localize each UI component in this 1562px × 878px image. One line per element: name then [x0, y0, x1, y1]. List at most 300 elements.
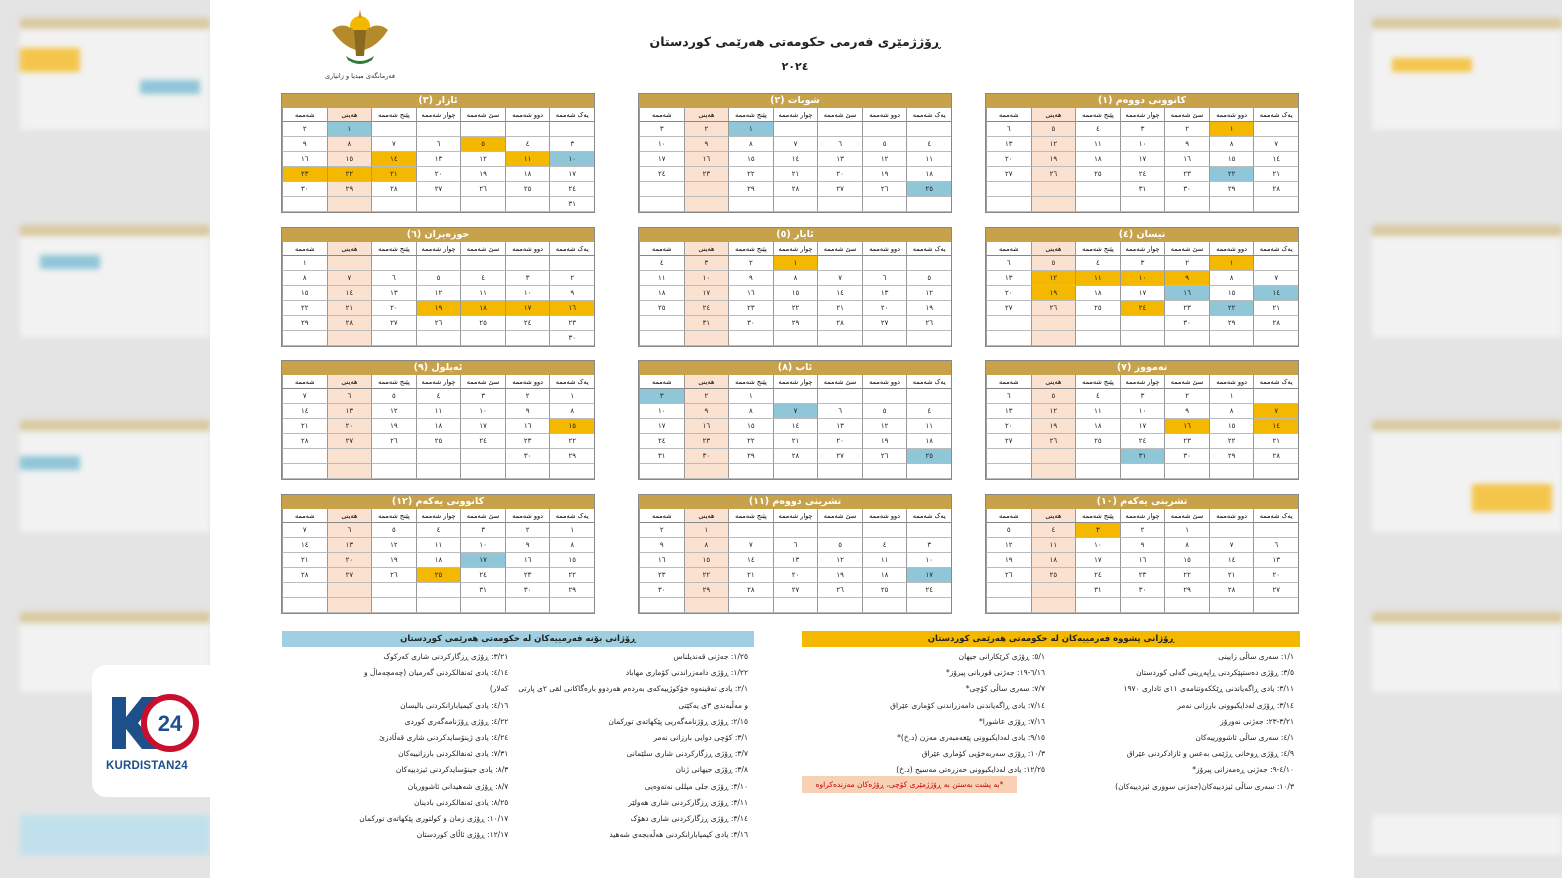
day-cell: ١٠	[639, 404, 684, 419]
empty-cell	[862, 331, 907, 346]
day-cell: ١٥	[728, 152, 773, 167]
legend-item: ٣/١١: ڕۆژی ڕزگارکردنی شاری هەولێر	[628, 797, 748, 807]
weekday-header: پێنج شەممە	[371, 375, 416, 389]
empty-cell	[1164, 331, 1209, 346]
empty-cell	[460, 449, 505, 464]
day-cell: ١٢	[986, 538, 1031, 553]
legend-item: کەلار)	[489, 684, 509, 694]
day-cell: ٢٢	[549, 568, 594, 583]
day-cell: ٢٥	[906, 449, 951, 464]
day-cell: ١٣	[817, 152, 862, 167]
day-cell: ٣١	[1120, 449, 1165, 464]
day-cell: ١٩	[906, 301, 951, 316]
weekday-header: یەک شەممە	[549, 375, 594, 389]
empty-cell	[986, 316, 1031, 331]
day-cell: ١٥	[1209, 419, 1254, 434]
empty-cell	[1209, 197, 1254, 212]
weekday-header: چوار شەممە	[416, 242, 461, 256]
day-cell: ١٢	[1031, 404, 1076, 419]
weekday-header: سێ شەممە	[1164, 108, 1209, 122]
day-cell: ١٥	[728, 419, 773, 434]
day-cell: ١	[1209, 256, 1254, 271]
day-cell: ٢٠	[817, 167, 862, 182]
month-calendar	[281, 93, 595, 213]
empty-cell	[1253, 197, 1298, 212]
weekday-header: چوار شەممە	[773, 509, 818, 523]
day-cell: ٣	[1120, 122, 1165, 137]
day-cell: ٢٧	[773, 583, 818, 598]
weekday-header: پێنج شەممە	[728, 509, 773, 523]
eagle-emblem-icon	[328, 6, 392, 72]
day-cell: ٢٥	[1031, 568, 1076, 583]
month-calendar	[985, 227, 1299, 347]
day-cell: ٢٢	[728, 167, 773, 182]
day-cell: ٢٥	[505, 182, 550, 197]
day-cell: ٣	[505, 271, 550, 286]
day-cell: ٢٩	[684, 583, 729, 598]
day-cell: ٣٠	[282, 182, 327, 197]
day-cell: ٢٣	[1164, 434, 1209, 449]
month-title: تەمووز (٧)	[986, 361, 1298, 375]
day-cell: ٥	[906, 271, 951, 286]
empty-cell	[639, 197, 684, 212]
day-cell: ١	[728, 389, 773, 404]
empty-cell	[1075, 182, 1120, 197]
empty-cell	[684, 464, 729, 479]
day-cell: ٢١	[371, 167, 416, 182]
day-cell: ١٥	[1209, 286, 1254, 301]
weekday-header: هەینی	[684, 242, 729, 256]
empty-cell	[906, 464, 951, 479]
day-cell: ١	[549, 523, 594, 538]
weekday-header: دوو شەممە	[1209, 375, 1254, 389]
day-cell: ٢٢	[684, 568, 729, 583]
day-cell: ٧	[282, 389, 327, 404]
calendar-year: ٢٠٢٤	[781, 60, 809, 73]
empty-cell	[327, 331, 372, 346]
day-cell: ٢٨	[773, 449, 818, 464]
day-cell: ٥	[862, 137, 907, 152]
day-cell: ١	[282, 256, 327, 271]
holidays-box	[802, 631, 1300, 795]
day-cell: ١٨	[1075, 286, 1120, 301]
day-cell: ٢	[549, 271, 594, 286]
empty-cell	[986, 464, 1031, 479]
legend-item: ٢/١٥: ڕۆژی ڕۆژنامەگەریی پێکهاتەی تورکمان	[608, 716, 748, 726]
legend-item: ٤/٩: ڕۆژی ڕوخانی ڕژێمی بەعس و ئازادکردنی عێراق	[1126, 749, 1294, 759]
day-cell: ١٠	[460, 538, 505, 553]
empty-cell	[282, 583, 327, 598]
day-cell: ٢٠	[986, 286, 1031, 301]
empty-cell	[728, 197, 773, 212]
day-cell: ٨	[773, 271, 818, 286]
day-cell: ٢٤	[505, 316, 550, 331]
day-cell: ٢	[505, 523, 550, 538]
empty-cell	[1031, 598, 1076, 613]
weekday-header: سێ شەممە	[460, 509, 505, 523]
day-cell: ٢٧	[416, 182, 461, 197]
legend-item: ٨/٢٥: یادی ئەنفالکردنی بادینان	[414, 797, 509, 807]
weekday-header: شەممە	[639, 509, 684, 523]
legend-item: ٤/١٤: یادی ئەنفالکردنی گەرمیان (چەمچەماڵ و	[363, 668, 509, 678]
empty-cell	[773, 331, 818, 346]
day-cell: ٢٠	[416, 167, 461, 182]
weekday-header: یەک شەممە	[1253, 509, 1298, 523]
month-calendar	[281, 494, 595, 614]
day-cell: ١٨	[906, 434, 951, 449]
day-cell: ٢٩	[1164, 583, 1209, 598]
legend-item: ١٢/٢٥: یادی لەدایکبوونی حەزرەتی مەسیح (د.خ)	[896, 765, 1045, 775]
month-title: ئازار (٣)	[282, 94, 594, 108]
day-cell: ١٤	[371, 152, 416, 167]
day-cell: ٢٩	[327, 182, 372, 197]
day-cell: ٢٠	[327, 553, 372, 568]
weekday-header: سێ شەممە	[1164, 509, 1209, 523]
day-cell: ٢٠	[1253, 568, 1298, 583]
day-cell: ٤	[416, 523, 461, 538]
day-cell: ٢٩	[1209, 316, 1254, 331]
day-cell: ٧	[773, 404, 818, 419]
day-cell: ٤	[416, 389, 461, 404]
day-cell: ٢٤	[1120, 301, 1165, 316]
day-cell: ٢٥	[460, 316, 505, 331]
day-cell: ٦	[986, 256, 1031, 271]
day-cell: ١	[1164, 523, 1209, 538]
day-cell: ٢٣	[684, 434, 729, 449]
day-cell: ١٤	[773, 152, 818, 167]
day-cell: ٤	[505, 137, 550, 152]
day-cell: ٧	[817, 271, 862, 286]
weekday-header: چوار شەممە	[1120, 375, 1165, 389]
day-cell: ١٥	[1209, 152, 1254, 167]
day-cell: ١٦	[1164, 419, 1209, 434]
day-cell: ٢٢	[1209, 167, 1254, 182]
empty-cell	[1120, 331, 1165, 346]
empty-cell	[1031, 583, 1076, 598]
empty-cell	[371, 331, 416, 346]
calendar-page	[210, 0, 1354, 878]
day-cell: ٢٩	[1209, 449, 1254, 464]
legend-item: ١/٢٥: جەژنی قەندیلناس	[673, 652, 748, 661]
day-cell: ٢٤	[460, 434, 505, 449]
day-cell: ٣٠	[1164, 316, 1209, 331]
day-cell: ٢٠	[817, 434, 862, 449]
day-cell: ٢٨	[1253, 449, 1298, 464]
empty-cell	[1031, 449, 1076, 464]
legend-item: ٨/٧: ڕۆژی شەهیدانی ئاشووریان	[407, 781, 509, 791]
weekday-header: دوو شەممە	[505, 242, 550, 256]
day-cell: ١	[327, 122, 372, 137]
weekday-header: پێنج شەممە	[728, 242, 773, 256]
day-cell: ١٤	[1209, 553, 1254, 568]
day-cell: ٢١	[282, 553, 327, 568]
day-cell: ٣٠	[639, 583, 684, 598]
day-cell: ١٣	[327, 538, 372, 553]
weekday-header: شەممە	[986, 242, 1031, 256]
weekday-header: سێ شەممە	[817, 242, 862, 256]
day-cell: ١١	[416, 538, 461, 553]
empty-cell	[371, 464, 416, 479]
day-cell: ٧	[728, 538, 773, 553]
empty-cell	[684, 182, 729, 197]
day-cell: ٣٠	[1164, 449, 1209, 464]
weekday-header: دوو شەممە	[862, 375, 907, 389]
empty-cell	[1209, 523, 1254, 538]
weekday-header: سێ شەممە	[1164, 375, 1209, 389]
weekday-header: پێنج شەممە	[1075, 509, 1120, 523]
day-cell: ٢٧	[327, 568, 372, 583]
day-cell: ٩	[684, 404, 729, 419]
weekday-header: چوار شەممە	[416, 108, 461, 122]
day-cell: ٨	[549, 404, 594, 419]
legend-item: ٣/٢١: ڕۆژی ڕزگارکردنی شاری کەرکوک	[383, 652, 509, 661]
day-cell: ٢٢	[549, 434, 594, 449]
day-cell: ١٩	[1031, 419, 1076, 434]
calendar-title: ڕۆژژمێری فەرمی حکومەتی هەرێمی کوردستان	[649, 34, 941, 49]
day-cell: ١٠	[906, 553, 951, 568]
empty-cell	[986, 449, 1031, 464]
day-cell: ١٥	[1164, 553, 1209, 568]
day-cell: ٢١	[728, 568, 773, 583]
day-cell: ٢٢	[1209, 301, 1254, 316]
empty-cell	[282, 331, 327, 346]
empty-cell	[460, 197, 505, 212]
day-cell: ٣	[1120, 389, 1165, 404]
empty-cell	[1075, 197, 1120, 212]
empty-cell	[1031, 197, 1076, 212]
day-cell: ٢٣	[1164, 301, 1209, 316]
day-cell: ٥	[371, 523, 416, 538]
day-cell: ١١	[416, 404, 461, 419]
empty-cell	[505, 464, 550, 479]
day-cell: ١٢	[1031, 271, 1076, 286]
day-cell: ٤	[1075, 122, 1120, 137]
empty-cell	[416, 331, 461, 346]
day-cell: ١٨	[505, 167, 550, 182]
day-cell: ١٤	[1253, 286, 1298, 301]
weekday-header: یەک شەممە	[549, 108, 594, 122]
day-cell: ١٣	[371, 286, 416, 301]
logo-caption: فەرمانگەی میدیا و زانیاری	[324, 72, 396, 80]
day-cell: ٥	[1031, 122, 1076, 137]
month-calendar	[985, 360, 1299, 480]
empty-cell	[1075, 598, 1120, 613]
day-cell: ١٢	[862, 419, 907, 434]
day-cell: ١٢	[1031, 137, 1076, 152]
empty-cell	[817, 331, 862, 346]
weekday-header: چوار شەممە	[1120, 242, 1165, 256]
weekday-header: پێنج شەممە	[728, 108, 773, 122]
day-cell: ١٢	[416, 286, 461, 301]
empty-cell	[460, 122, 505, 137]
empty-cell	[817, 523, 862, 538]
occasions-column-2	[282, 647, 514, 843]
month-title: شوبات (٢)	[639, 94, 951, 108]
day-cell: ١٠	[1075, 538, 1120, 553]
month-calendar	[985, 494, 1299, 614]
month-calendar	[281, 227, 595, 347]
empty-cell	[684, 331, 729, 346]
legend-item: ٣/١: کۆچی دوایی بارزانی نەمر	[653, 733, 748, 743]
day-cell: ١٠	[460, 404, 505, 419]
weekday-header: هەینی	[327, 108, 372, 122]
day-cell: ١٢	[371, 538, 416, 553]
month-calendar	[638, 360, 952, 480]
empty-cell	[1120, 197, 1165, 212]
empty-cell	[862, 256, 907, 271]
day-cell: ٩	[1120, 538, 1165, 553]
day-cell: ٩	[549, 286, 594, 301]
empty-cell	[986, 182, 1031, 197]
day-cell: ١١	[639, 271, 684, 286]
day-cell: ٢٣	[1164, 167, 1209, 182]
day-cell: ٦	[817, 404, 862, 419]
month-calendar	[638, 227, 952, 347]
day-cell: ٣	[549, 137, 594, 152]
day-cell: ٢٧	[1253, 583, 1298, 598]
empty-cell	[505, 197, 550, 212]
day-cell: ٣	[906, 538, 951, 553]
day-cell: ٣	[1075, 523, 1120, 538]
legend-item: ٨/٣: یادی جینۆسایدکردنی ئیزدییەکان	[395, 765, 509, 775]
weekday-header: شەممە	[639, 375, 684, 389]
day-cell: ١٤	[282, 538, 327, 553]
day-cell: ١٦	[505, 553, 550, 568]
month-title: ئەیلول (٩)	[282, 361, 594, 375]
day-cell: ٢٨	[282, 568, 327, 583]
day-cell: ١٧	[1120, 419, 1165, 434]
day-cell: ١١	[906, 419, 951, 434]
day-cell: ٨	[728, 404, 773, 419]
day-cell: ٢٤	[684, 301, 729, 316]
day-cell: ٢٩	[728, 449, 773, 464]
empty-cell	[906, 256, 951, 271]
day-cell: ٢١	[282, 419, 327, 434]
day-cell: ١١	[1075, 271, 1120, 286]
legend-item: ٣/٢١-٢٣: جەژنی نەورۆز	[1220, 716, 1294, 726]
day-cell: ١٥	[773, 286, 818, 301]
legend-item: ٣/٧: ڕۆژی ڕزگارکردنی شاری سلێمانی	[626, 749, 748, 759]
day-cell: ٩	[1164, 271, 1209, 286]
day-cell: ٣٠	[1120, 583, 1165, 598]
month-title: کانوونی دووەم (١)	[986, 94, 1298, 108]
day-cell: ١٩	[1031, 286, 1076, 301]
day-cell: ٢٣	[282, 167, 327, 182]
empty-cell	[1075, 449, 1120, 464]
legend-item: ٣/٥: ڕۆژی دەستپێکردنی ڕاپەڕینی گەلی کوردستان	[1136, 668, 1294, 678]
month-title: حوزەیران (٦)	[282, 228, 594, 242]
legend-item: ٧/٧: سەری ساڵی کۆچی*	[965, 684, 1045, 694]
empty-cell	[416, 122, 461, 137]
day-cell: ١٨	[1031, 553, 1076, 568]
weekday-header: سێ شەممە	[817, 509, 862, 523]
day-cell: ٧	[773, 137, 818, 152]
weekday-header: یەک شەممە	[549, 509, 594, 523]
legend-item: ٧/٣١: یادی ئەنفالکردنی بارزانییەکان	[398, 749, 509, 759]
day-cell: ٢	[282, 122, 327, 137]
day-cell: ٢٨	[728, 583, 773, 598]
empty-cell	[986, 331, 1031, 346]
weekday-header: هەینی	[1031, 108, 1076, 122]
day-cell: ٢٩	[549, 583, 594, 598]
day-cell: ٢٤	[639, 434, 684, 449]
day-cell: ١٨	[1075, 152, 1120, 167]
day-cell: ٩	[282, 137, 327, 152]
day-cell: ٦	[986, 122, 1031, 137]
empty-cell	[1209, 598, 1254, 613]
day-cell: ١٧	[505, 301, 550, 316]
day-cell: ١٥	[549, 553, 594, 568]
badge-text: KURDISTAN24	[106, 760, 188, 772]
day-cell: ٩	[728, 271, 773, 286]
legend-item: ٤/١: سەری ساڵی ئاشوورییەکان	[1195, 733, 1294, 743]
day-cell: ٦	[327, 523, 372, 538]
day-cell: ٢٥	[416, 434, 461, 449]
weekday-header: چوار شەممە	[773, 242, 818, 256]
day-cell: ٢٤	[906, 583, 951, 598]
day-cell: ٦	[416, 137, 461, 152]
empty-cell	[728, 331, 773, 346]
day-cell: ٢٥	[862, 583, 907, 598]
empty-cell	[416, 598, 461, 613]
day-cell: ١١	[1031, 538, 1076, 553]
empty-cell	[862, 197, 907, 212]
empty-cell	[1253, 598, 1298, 613]
empty-cell	[1075, 464, 1120, 479]
day-cell: ٢٠	[327, 419, 372, 434]
day-cell: ٢٥	[1075, 434, 1120, 449]
day-cell: ١٠	[1120, 271, 1165, 286]
empty-cell	[327, 197, 372, 212]
day-cell: ٣١	[549, 197, 594, 212]
day-cell: ١٧	[906, 568, 951, 583]
legend-item: ٣/١٤: ڕۆژی ڕزگارکردنی شاری دهۆک	[630, 814, 748, 824]
day-cell: ٢١	[1253, 301, 1298, 316]
weekday-header: پێنج شەممە	[371, 509, 416, 523]
empty-cell	[986, 197, 1031, 212]
day-cell: ٤	[1031, 523, 1076, 538]
day-cell: ٢٠	[773, 568, 818, 583]
weekday-header: چوار شەممە	[1120, 509, 1165, 523]
day-cell: ٦	[862, 271, 907, 286]
day-cell: ٢٢	[327, 167, 372, 182]
day-cell: ٢٤	[460, 568, 505, 583]
month-calendar	[638, 494, 952, 614]
day-cell: ٩	[1164, 137, 1209, 152]
weekday-header: یەک شەممە	[906, 108, 951, 122]
empty-cell	[773, 598, 818, 613]
month-title: نیسان (٤)	[986, 228, 1298, 242]
day-cell: ٨	[1209, 271, 1254, 286]
day-cell: ٤	[639, 256, 684, 271]
empty-cell	[416, 583, 461, 598]
day-cell: ١٤	[773, 419, 818, 434]
day-cell: ٣	[1120, 256, 1165, 271]
day-cell: ٢٤	[1120, 434, 1165, 449]
day-cell: ٤	[862, 538, 907, 553]
kurdistan24-badge	[92, 665, 212, 797]
empty-cell	[1120, 598, 1165, 613]
day-cell: ٤	[1075, 389, 1120, 404]
empty-cell	[906, 122, 951, 137]
day-cell: ١٨	[906, 167, 951, 182]
holidays-column-2	[802, 647, 1051, 795]
day-cell: ٢٠	[986, 419, 1031, 434]
day-cell: ١٨	[639, 286, 684, 301]
holidays-title: ڕۆژانی پشووە فەرمییەکان لە حکومەتی هەرێمی کوردستان	[802, 631, 1300, 647]
day-cell: ١٧	[639, 419, 684, 434]
day-cell: ٢	[1164, 256, 1209, 271]
